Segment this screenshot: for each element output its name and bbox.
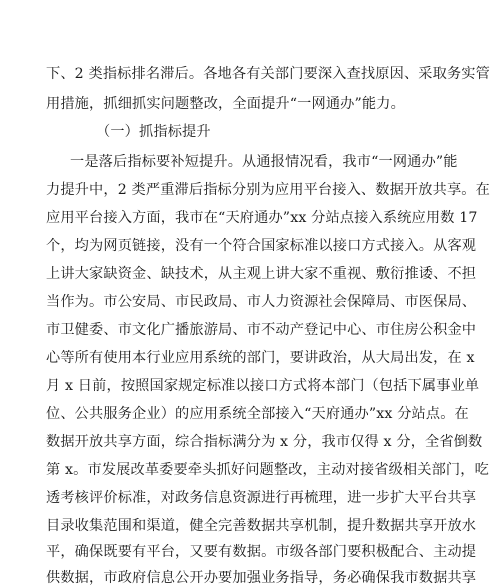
- text-line-10: 市卫健委、市文化广播旅游局、市不动产登记中心、市住房公积金中: [46, 322, 477, 338]
- text-line-7: 个，均为网页链接，没有一个符合国家标准以接口方式接入。从客观: [46, 238, 477, 254]
- text-line-8: 上讲大家缺资金、缺技术，从主观上讲大家不重视、敷衍推诿、不担: [46, 266, 477, 282]
- text-line-19: 供数据，市政府信息公开办要加强业务指导，务必确保我市数据共享: [46, 570, 477, 586]
- text-line-14: 数据开放共享方面，综合指标满分为 x 分，我市仅得 x 分，全省倒数: [46, 434, 483, 450]
- text-line-9: 当作为。市公安局、市民政局、市人力资源社会保障局、市医保局、: [46, 294, 477, 310]
- text-line-15: 第 x。市发展改革委要牵头抓好问题整改，主动对接省级相关部门，吃: [46, 462, 489, 478]
- text-line-18: 平，确保既要有平台，又要有数据。市级各部门要积极配合、主动提: [46, 544, 477, 560]
- text-line-4: 一是落后指标要补短提升。从通报情况看，我市“一网通办”能: [70, 154, 458, 170]
- text-line-17: 目录收集范围和渠道，健全完善数据共享机制，提升数据共享开放水: [46, 518, 477, 534]
- text-line-12: 月 x 日前，按照国家规定标准以接口方式将本部门（包括下属事业单: [46, 378, 480, 394]
- text-line-11: 心等所有使用本行业应用系统的部门，要讲政治，从大局出发，在 x: [46, 350, 475, 366]
- text-line-16: 透考核评价标准，对政务信息资源进行再梳理，进一步扩大平台共享: [46, 490, 477, 506]
- section-heading: （一）抓指标提升: [96, 124, 211, 140]
- text-line-2: 用措施，抓细抓实问题整改，全面提升“一网通办”能力。: [46, 96, 405, 112]
- text-line-1: 下、2 类指标排名滞后。各地各有关部门要深入查找原因、采取务实管: [46, 66, 490, 82]
- text-line-5: 力提升中，2 类严重滞后指标分别为应用平台接入、数据开放共享。在: [46, 182, 490, 198]
- text-line-13: 位、公共服务企业）的应用系统全部接入“天府通办”xx 分站点。在: [46, 406, 469, 422]
- text-line-6: 应用平台接入方面，我市在“天府通办”xx 分站点接入系统应用数 17: [46, 210, 478, 226]
